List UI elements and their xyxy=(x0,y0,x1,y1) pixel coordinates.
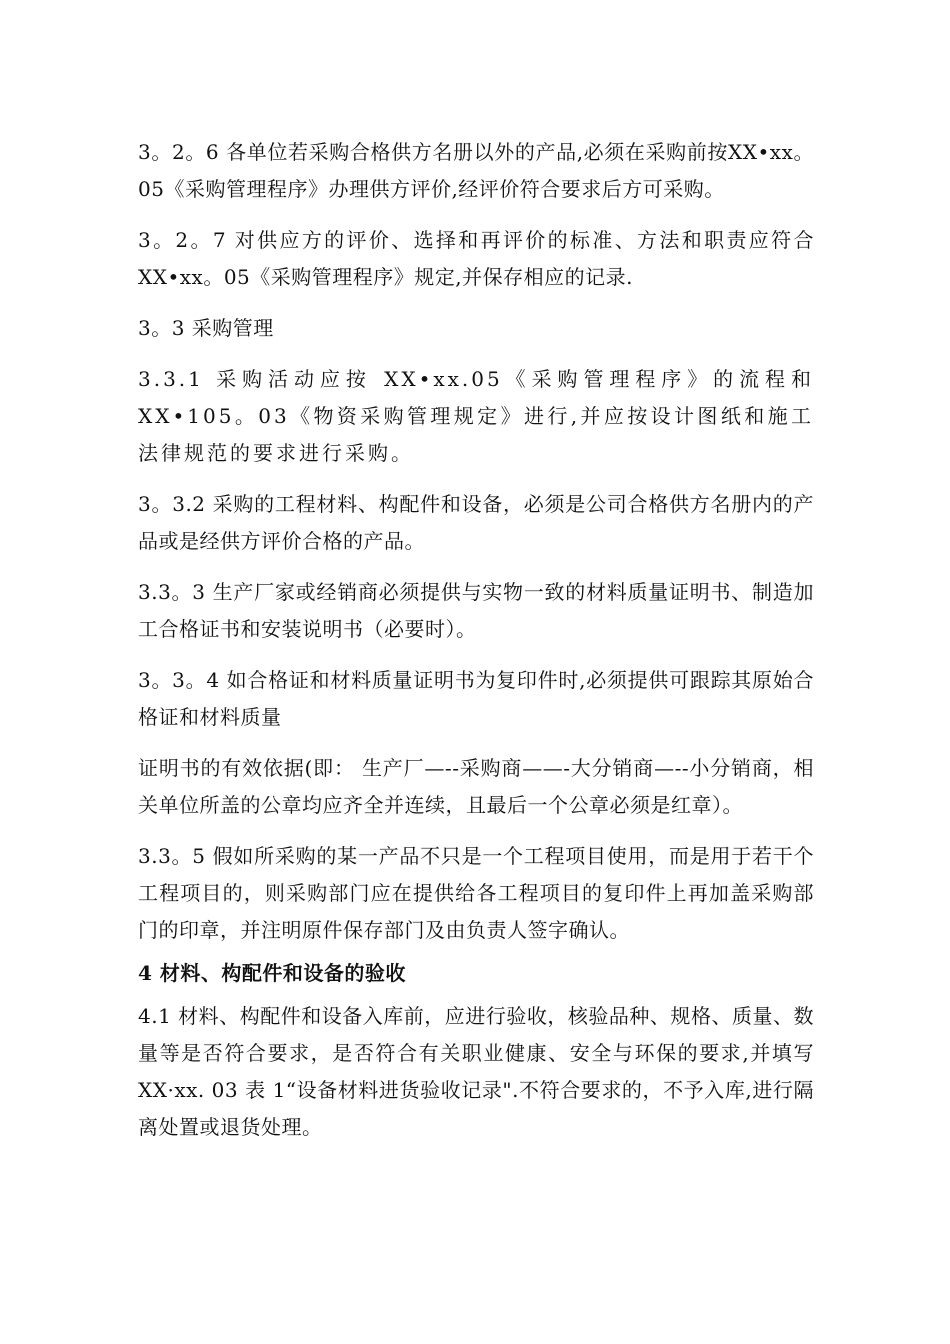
paragraph-4-1: 4.1 材料、构配件和设备入库前，应进行验收，核验品种、规格、质量、数量等是否符合要求，是否符合有关职业健康、安全与环保的要求,并填写 XX·xx. 03 表 1“设备材料进货验收记录".不符合要求的，不予入库,进行隔离处置或退货处理。 xyxy=(138,1004,814,1139)
paragraph-3-3-2: 3。3.2 采购的工程材料、构配件和设备，必须是公司合格供方名册内的产品或是经供方评价合格的产品。 xyxy=(138,492,814,553)
paragraph-3-3-4: 3。3。4 如合格证和材料质量证明书为复印件时,必须提供可跟踪其原始合格证和材料质量 xyxy=(138,668,814,729)
paragraph-3-2-7: 3。2。7 对供应方的评价、选择和再评价的标准、方法和职责应符合XX•xx。05《采购管理程序》规定,并保存相应的记录. xyxy=(138,228,814,289)
paragraph-3-3-5: 3.3。5 假如所采购的某一产品不只是一个工程项目使用，而是用于若干个工程项目的，则采购部门应在提供给各工程项目的复印件上再加盖采购部门的印章，并注明原件保存部门及由负责人签字确认。 xyxy=(138,844,814,942)
paragraph-3-3-4-continued: 证明书的有效依据(即： 生产厂—--采购商——-大分销商—--小分销商，相关单位所盖的公章均应齐全并连续，且最后一个公章必须是红章）。 xyxy=(138,756,814,817)
paragraph-3-2-6: 3。2。6 各单位若采购合格供方名册以外的产品,必须在采购前按XX•xx。05《采购管理程序》办理供方评价,经评价符合要求后方可采购。 xyxy=(138,140,814,201)
paragraph-3-3-3: 3.3。3 生产厂家或经销商必须提供与实物一致的材料质量证明书、制造加工合格证书和安装说明书（必要时）。 xyxy=(138,580,814,641)
document-page xyxy=(138,134,814,1160)
paragraph-3-3-1: 3.3.1 采购活动应按 XX•xx.05《采购管理程序》的流程和XX•105。03《物资采购管理规定》进行,并应按设计图纸和施工法律规范的要求进行采购。 xyxy=(138,367,814,465)
subsection-title-3-3: 3。3 采购管理 xyxy=(138,316,274,340)
section-heading-4: 4 材料、构配件和设备的验收 xyxy=(138,961,406,985)
